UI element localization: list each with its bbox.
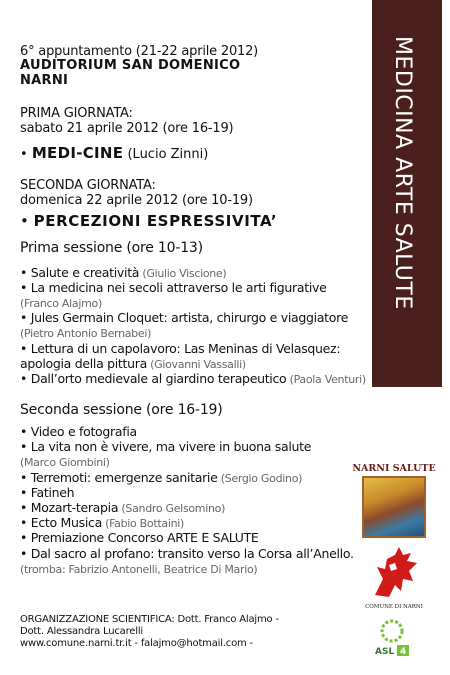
list-item [20,372,366,387]
item-speaker: (Sergio Godino) [217,471,303,485]
item-text: • Fatineh [20,484,75,500]
painting-frame [362,476,426,538]
list-item [20,531,259,546]
day1-event-title: MEDI-CINE [31,144,124,162]
list-item [20,342,340,357]
list-item [20,547,354,562]
bullet: • [20,147,32,162]
list-item [20,562,257,577]
list-item [20,357,246,372]
day2-date: domenica 22 aprile 2012 (ore 10-19) [20,193,253,208]
session2-title: Seconda sessione (ore 16-19) [20,402,223,418]
item-text: • Dal sacro al profano: transito verso la Corsa all’Anello. [20,545,354,561]
list-item [20,281,327,296]
footer-organization-2: Dott. Alessandra Lucarelli [20,626,143,637]
list-item [20,326,151,341]
item-speaker: (Giovanni Vassalli) [146,357,246,371]
item-text: • Lettura di un capolavoro: Las Meninas di Velasquez: [20,340,341,356]
list-item [20,266,226,281]
item-text: • Premiazione Concorso ARTE E SALUTE [20,530,259,546]
venue-title: AUDITORIUM SAN DOMENICO [20,58,241,73]
item-text: • Jules Germain Cloquet: artista, chirurgo e viaggiatore [20,310,349,326]
item-text: • Terremoti: emergenze sanitarie [20,469,218,485]
footer-contacts: www.comune.narni.tr.it - falajmo@hotmail.com - [20,638,253,649]
vertical-title: MEDICINA ARTE SALUTE [390,36,415,310]
item-text: • Salute e creatività [20,265,140,280]
narni-salute-logo-title: NARNI SALUTE [352,463,436,474]
list-item [20,296,102,311]
asl-logo-icon [372,617,412,659]
list-item [20,425,137,440]
footer-organization: ORGANIZZAZIONE SCIENTIFICA: Dott. Franco Alajmo - [20,614,279,625]
list-item [20,471,302,486]
item-speaker: (Sandro Gelsomino) [118,502,226,515]
day1-date: sabato 21 aprile 2012 (ore 16-19) [20,121,234,136]
item-text: • La vita non è vivere, ma vivere in buona salute [20,439,312,455]
list-item [20,311,348,326]
session1-title: Prima sessione (ore 10-13) [20,240,203,256]
item-speaker: (Pietro Antonio Bernabei) [20,327,152,341]
item-text: • Video e fotografia [20,424,137,439]
day1-event-speaker: (Lucio Zinni) [127,147,209,162]
griffin-crest-icon [365,545,423,601]
item-text: apologia della pittura [20,355,147,371]
day2-label: SECONDA GIORNATA: [20,178,156,193]
item-text: • Mozart-terapia [20,500,119,515]
item-speaker: (Franco Alajmo) [20,297,102,311]
asl-number: 4 [400,647,407,657]
bullet: • [20,212,34,230]
day2-event-title: PERCEZIONI ESPRESSIVITA’ [33,212,278,230]
item-speaker: (Marco Giombini) [20,456,110,470]
item-speaker: (Paola Venturi) [286,372,366,386]
day1-event [20,145,208,163]
item-text: • Dall’orto medievale al giardino terapeutico [20,370,287,386]
day2-event [20,212,277,230]
list-item [20,516,184,531]
title-banner [372,0,442,387]
item-text: • La medicina nei secoli attraverso le arti figurative [20,280,327,296]
asl-label: ASL [375,647,395,657]
appuntamento-line: 6° appuntamento (21-22 aprile 2012) [20,44,259,59]
item-speaker: (Giulio Viscione) [139,267,227,280]
list-item [20,455,110,470]
item-text: • Ecto Musica [20,515,102,531]
item-speaker: (Fabio Bottaini) [101,517,184,531]
list-item [20,501,225,516]
city-title: NARNI [20,73,69,88]
list-item [20,440,311,455]
list-item [20,486,74,501]
item-speaker: (tromba: Fabrizio Antonelli, Beatrice Di Mario) [20,562,258,576]
day1-label: PRIMA GIORNATA: [20,106,133,121]
comune-label: COMUNE DI NARNI [365,604,423,610]
